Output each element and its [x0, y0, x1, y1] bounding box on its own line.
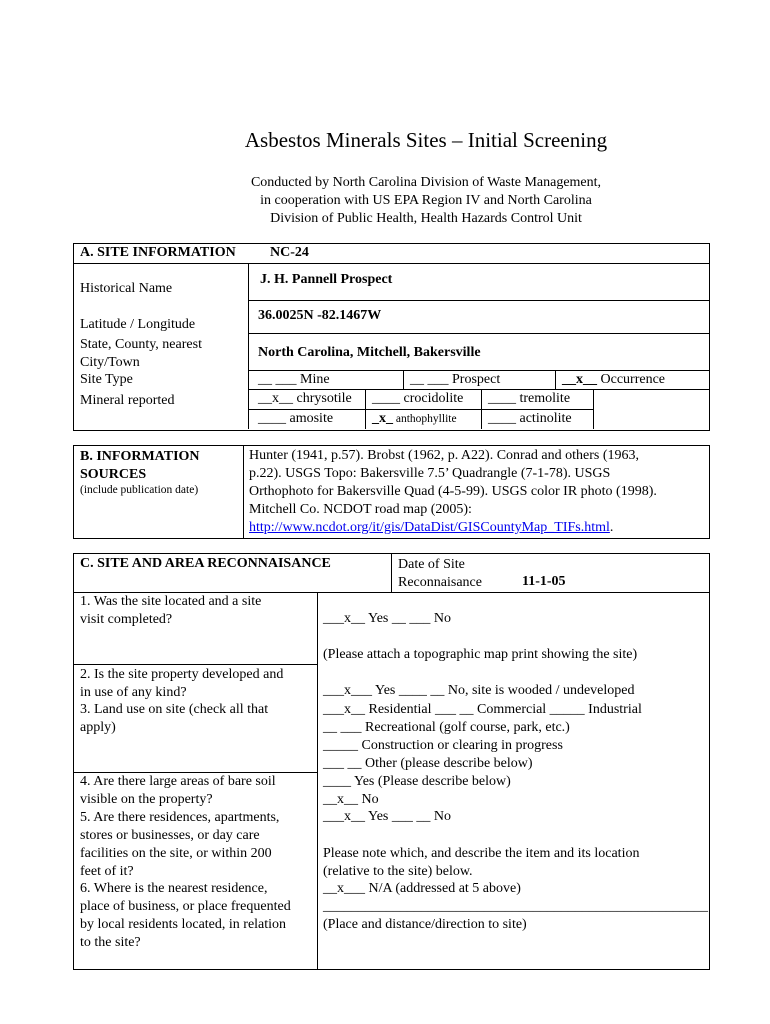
q1-answer[interactable]: ___x__ Yes __ ___ No [323, 611, 451, 626]
latlong-value[interactable]: 36.0025N -82.1467W [258, 308, 382, 323]
q3-line-2: apply) [80, 720, 116, 735]
source-line-3: Orthophoto for Bakersville Quad (4-5-99). USGS color IR photo (1998). [249, 484, 657, 499]
q2-answer[interactable]: ___x___ Yes ____ __ No, site is wooded / undeveloped [323, 683, 635, 698]
source-line-2: p.22). USGS Topo: Bakersville 7.5’ Quadrangle (7-1-78). USGS [249, 466, 611, 481]
section-b-note: (include publication date) [80, 484, 199, 496]
divider [365, 389, 366, 429]
divider [403, 370, 404, 389]
mineral-tremolite[interactable]: ____ tremolite [488, 391, 571, 406]
link-tail: . [609, 520, 614, 535]
conducted-line-1: Conducted by North Carolina Division of Waste Management, [250, 175, 602, 190]
conducted-line-3: Division of Public Health, Health Hazards Control Unit [270, 211, 582, 226]
date-label-line-2: Reconnaisance [398, 575, 482, 590]
site-type-occurrence[interactable] [562, 372, 665, 388]
q3-recreational[interactable]: __ ___ Recreational (golf course, park, etc.) [323, 720, 570, 735]
q6-answers [323, 880, 708, 934]
conducted-by [0, 174, 770, 228]
anthophyllite-label: anthophyllite [393, 413, 457, 425]
site-id: NC-24 [270, 245, 309, 260]
divider [317, 592, 318, 970]
latlong-label: Latitude / Longitude [80, 317, 196, 332]
site-type-prospect[interactable]: __ ___ Prospect [410, 372, 501, 387]
q4-yes[interactable]: ____ Yes (Please describe below) [323, 774, 511, 789]
divider [391, 553, 392, 592]
anthophyllite-mark: _x_ [372, 411, 393, 426]
q5-line-3: facilities on the site, or within 200 [80, 846, 272, 861]
site-type-mine[interactable]: __ ___ Mine [258, 372, 330, 387]
source-line-1: Hunter (1941, p.57). Brobst (1962, p. A22). Conrad and others (1963, [249, 448, 640, 463]
occurrence-label: Occurrence [597, 372, 666, 387]
conducted-line-2: in cooperation with US EPA Region IV and North Carolina [260, 193, 592, 208]
q6-line-3: by local residents located, in relation [80, 917, 287, 932]
q2-line-2: in use of any kind? [80, 685, 187, 700]
q4-answers [323, 773, 511, 809]
site-type-label: Site Type [80, 372, 133, 387]
q6-line-4: to the site? [80, 935, 141, 950]
q6-line-1: 6. Where is the nearest residence, [80, 881, 268, 896]
date-label [398, 556, 482, 592]
divider [248, 389, 710, 390]
q5-note-line-1: Please note which, and describe the item and its location [323, 846, 640, 861]
question-4 [80, 773, 276, 809]
q6-note: (Place and distance/direction to site) [323, 917, 527, 932]
source-link-line [249, 519, 657, 537]
q5-note-line-2: (relative to the site) below. [323, 864, 473, 879]
section-b-heading-1: B. INFORMATION [80, 449, 200, 464]
divider [248, 370, 710, 371]
source-line-4: Mitchell Co. NCDOT road map (2005): [249, 502, 472, 517]
q6-line-2: place of business, or place frequented [80, 899, 291, 914]
q6-na[interactable]: __x___ N/A (addressed at 5 above) [323, 881, 521, 896]
ncdot-link[interactable]: http://www.ncdot.org/it/gis/DataDist/GISCountyMap_TIFs.html [249, 520, 610, 535]
historical-name-value[interactable]: J. H. Pannell Prospect [260, 272, 393, 287]
section-c-heading: C. SITE AND AREA RECONNAISANCE [80, 556, 331, 571]
q4-no[interactable]: __x__ No [323, 792, 379, 807]
section-b-heading-2: SOURCES [80, 467, 147, 482]
mineral-amosite[interactable]: ____ amosite [258, 411, 334, 426]
location-value[interactable]: North Carolina, Mitchell, Bakersville [258, 345, 481, 360]
date-label-line-1: Date of Site [398, 557, 465, 572]
divider [248, 263, 249, 429]
divider [248, 333, 710, 334]
section-b-heading [80, 448, 200, 484]
q5-answer[interactable]: ___x__ Yes ___ __ No [323, 809, 451, 824]
q4-line-2: visible on the property? [80, 792, 213, 807]
q6-answer-line[interactable]: _______________________________________________________ [323, 899, 708, 914]
q3-residential[interactable]: ___x__ Residential ___ __ Commercial _____ Industrial [323, 702, 642, 717]
divider [555, 370, 556, 389]
mineral-crocidolite[interactable]: ____ crocidolite [372, 391, 464, 406]
q5-line-1: 5. Are there residences, apartments, [80, 810, 280, 825]
q4-line-1: 4. Are there large areas of bare soil [80, 774, 276, 789]
divider [481, 389, 482, 429]
q5-line-2: stores or businesses, or day care [80, 828, 260, 843]
q1-note: (Please attach a topographic map print showing the site) [323, 647, 638, 662]
date-value[interactable]: 11-1-05 [522, 574, 566, 589]
q3-construction[interactable]: _____ Construction or clearing in progress [323, 738, 563, 753]
question-5 [80, 809, 279, 881]
q1-line-1: 1. Was the site located and a site [80, 594, 262, 609]
location-label-line-2: City/Town [80, 355, 140, 370]
q2-line-1: 2. Is the site property developed and [80, 667, 284, 682]
question-2 [80, 666, 283, 702]
question-3 [80, 701, 268, 737]
question-6 [80, 880, 291, 952]
divider [73, 664, 318, 665]
q1-line-2: visit completed? [80, 612, 173, 627]
title-text: Asbestos Minerals Sites – Initial Screening [244, 128, 608, 152]
divider [248, 409, 593, 410]
mineral-actinolite[interactable]: ____ actinolite [488, 411, 572, 426]
occurrence-mark: __x__ [562, 372, 597, 387]
q5-line-4: feet of it? [80, 864, 134, 879]
section-a-heading: A. SITE INFORMATION [80, 245, 236, 260]
mineral-anthophyllite[interactable] [372, 411, 457, 427]
mineral-label: Mineral reported [80, 393, 175, 408]
q5-note [323, 845, 639, 881]
q3-line-1: 3. Land use on site (check all that [80, 702, 269, 717]
location-label [80, 336, 202, 372]
divider [248, 300, 710, 301]
question-1 [80, 593, 261, 629]
divider [593, 389, 594, 429]
divider [73, 263, 710, 264]
historical-name-label: Historical Name [80, 281, 173, 296]
location-label-line-1: State, County, nearest [80, 337, 202, 352]
q3-other[interactable]: ___ __ Other (please describe below) [323, 756, 533, 771]
mineral-chrysotile[interactable]: __x__ chrysotile [258, 391, 352, 406]
divider [243, 445, 244, 539]
q3-answers [323, 701, 642, 773]
page-title [0, 128, 770, 153]
information-sources [249, 447, 657, 537]
